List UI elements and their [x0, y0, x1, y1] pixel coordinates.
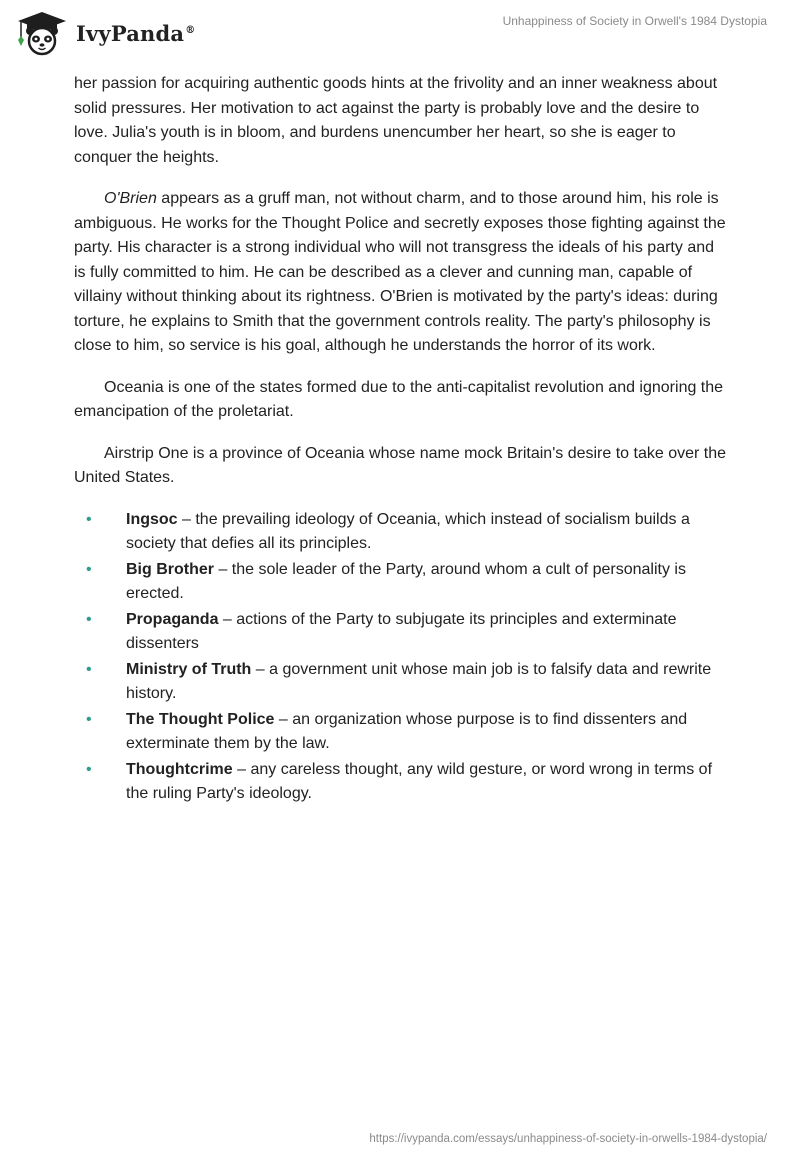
paragraph: Oceania is one of the states formed due to the anti-capitalist revolution and ignoring the emancipation of the proletariat.: [74, 378, 724, 420]
list-item: • Ingsoc – the prevailing ideology of Oceania, which instead of socialism builds a society that defies all its principles.: [74, 508, 728, 557]
paragraph: Airstrip One is a province of Oceania whose name mock Britain's desire to take over the United States.: [74, 444, 727, 486]
list-item: • Big Brother – the sole leader of the Party, around whom a cult of personality is erected.: [74, 558, 728, 607]
paragraph-obrien: O'Brien appears as a gruff man, not without charm, and to those around him, his role is ambiguous. He works for the Thought Police and secretly exposes those fighting against the party. His character is a strong individual who will not transgress the ideals of his party and is fully committed to him. He can be described as a clever and cunning man, capable of villainy without thinking about its rightness. O'Brien is motivated by the party's ideas: during torture, he explains to Smith that the government controls reality. The party's philosophy is close to him, so service is his goal, although he understands the horror of its work.: [74, 190, 726, 354]
bullet-icon: •: [86, 660, 92, 678]
bullet-icon: •: [86, 760, 92, 778]
bullet-icon: •: [86, 510, 92, 528]
bullet-icon: •: [86, 710, 92, 728]
list-item: • Propaganda – actions of the Party to subjugate its principles and exterminate dissenters: [74, 608, 728, 657]
list-item: • Thoughtcrime – any careless thought, any wild gesture, or word wrong in terms of the ruling Party's ideology.: [74, 758, 728, 807]
essay-body: [74, 72, 728, 808]
logo[interactable]: [12, 8, 195, 58]
bullet-icon: •: [86, 610, 92, 628]
character-name: O'Brien: [104, 190, 157, 207]
list-item: • Ministry of Truth – a government unit whose main job is to falsify data and rewrite history.: [74, 658, 728, 707]
page-header: [0, 0, 800, 66]
source-url[interactable]: https://ivypanda.com/essays/unhappiness-of-society-in-orwells-1984-dystopia/: [369, 1133, 767, 1145]
panda-graduate-icon: [12, 10, 70, 56]
brand-name: IvyPanda®: [76, 20, 196, 46]
bullet-icon: •: [86, 560, 92, 578]
list-item: • The Thought Police – an organization whose purpose is to find dissenters and exterminate them by the law.: [74, 708, 728, 757]
document-title: Unhappiness of Society in Orwell's 1984 Dystopia: [502, 14, 767, 28]
paragraph: her passion for acquiring authentic goods hints at the frivolity and an inner weakness about solid pressures. Her motivation to act against the party is probably love and the desire to love. Julia's youth is in bloom, and burdens unencumber her heart, so she is eager to conquer the heights.: [74, 75, 718, 166]
terms-list: [74, 508, 728, 807]
